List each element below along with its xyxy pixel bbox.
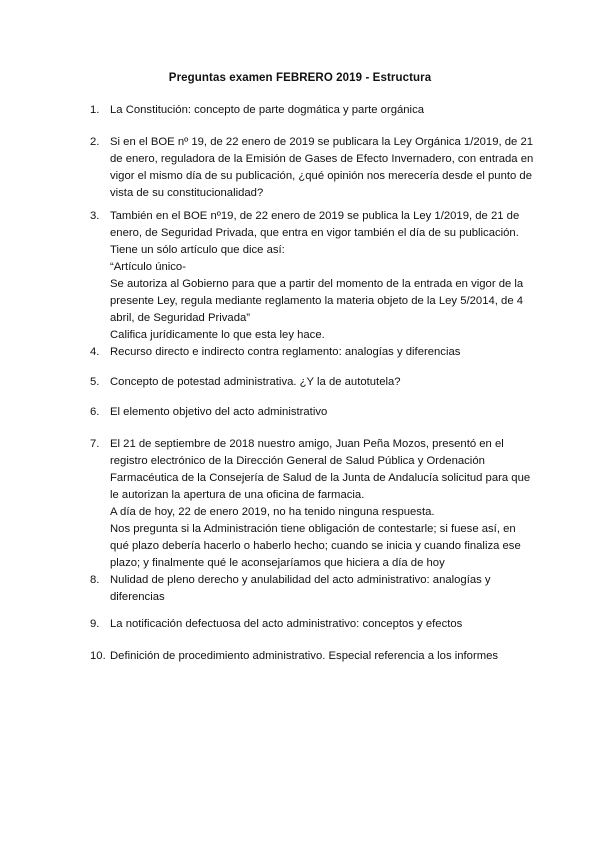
question-line: enero, de Seguridad Privada, que entra en vigor también el día de su publicación. bbox=[110, 227, 519, 239]
question-text bbox=[110, 436, 530, 572]
question-line: Se autoriza al Gobierno para que a partir del momento de la entrada en vigor de la bbox=[110, 278, 524, 290]
question-line: le autorizan la apertura de una oficina de farmacia. bbox=[110, 489, 365, 501]
question-number: 5. bbox=[90, 376, 100, 388]
question-line: presente Ley, regula mediante reglamento la materia objeto de la Ley 5/2014, de 4 bbox=[110, 295, 524, 307]
question-line: La notificación defectuosa del acto administrativo: conceptos y efectos bbox=[110, 618, 463, 630]
question-line: de enero, reguladora de la Emisión de Gases de Efecto Invernadero, con entrada en bbox=[110, 153, 534, 165]
question-line: Si en el BOE nº 19, de 22 enero de 2019 se publicara la Ley Orgánica 1/2019, de 21 bbox=[110, 136, 534, 148]
question-line: vista de su constitucionalidad? bbox=[110, 187, 264, 199]
question-number: 1. bbox=[90, 104, 100, 116]
question-text bbox=[110, 102, 530, 119]
question-line: Concepto de potestad administrativa. ¿Y la de autotutela? bbox=[110, 376, 401, 388]
question-line: Recurso directo e indirecto contra reglamento: analogías y diferencias bbox=[110, 346, 461, 358]
question-number: 3. bbox=[90, 210, 100, 222]
question-text bbox=[110, 374, 530, 391]
question-text bbox=[110, 404, 530, 421]
question-number: 8. bbox=[90, 574, 100, 586]
question-number: 9. bbox=[90, 618, 100, 630]
document-title: Preguntas examen FEBRERO 2019 - Estructura bbox=[168, 72, 432, 84]
question-text bbox=[110, 616, 530, 633]
question-text bbox=[110, 648, 530, 665]
question-line: El 21 de septiembre de 2018 nuestro amigo, Juan Peña Mozos, presentó en el bbox=[110, 438, 504, 450]
question-line: Nos pregunta si la Administración tiene obligación de contestarle; si fuese así, en bbox=[110, 523, 516, 535]
question-line: plazo; y finalmente qué le aconsejaríamos que hiciera a día de hoy bbox=[110, 557, 445, 569]
question-number: 6. bbox=[90, 406, 100, 418]
question-line: Tiene un sólo artículo que dice así: bbox=[110, 244, 285, 256]
question-line: qué plazo debería hacerlo o haberlo hecho; cuando se inicia y cuando finaliza ese bbox=[110, 540, 521, 552]
question-line: “Artículo único- bbox=[110, 261, 186, 273]
question-line: vigor el mismo día de su publicación, ¿qué opinión nos merecería desde el punto de bbox=[110, 170, 533, 182]
question-number: 7. bbox=[90, 438, 100, 450]
question-line: abril, de Seguridad Privada” bbox=[110, 312, 251, 324]
question-line: Definición de procedimiento administrativo. Especial referencia a los informes bbox=[110, 650, 499, 662]
question-text bbox=[110, 134, 534, 202]
question-number: 10. bbox=[90, 650, 106, 662]
question-line: También en el BOE nº19, de 22 enero de 2019 se publica la Ley 1/2019, de 21 de bbox=[110, 210, 520, 222]
question-line: A día de hoy, 22 de enero 2019, no ha tenido ninguna respuesta. bbox=[110, 506, 435, 518]
question-line: diferencias bbox=[110, 591, 165, 603]
question-number: 2. bbox=[90, 136, 100, 148]
question-line: La Constitución: concepto de parte dogmática y parte orgánica bbox=[110, 104, 424, 116]
question-line: registro electrónico de la Dirección General de Salud Pública y Ordenación bbox=[110, 455, 485, 467]
question-line: Nulidad de pleno derecho y anulabilidad del acto administrativo: analogías y bbox=[110, 574, 491, 586]
question-line: El elemento objetivo del acto administrativo bbox=[110, 406, 328, 418]
question-line: Farmacéutica de la Consejería de Salud de la Junta de Andalucía solicitud para que bbox=[110, 472, 531, 484]
question-line: Califica jurídicamente lo que esta ley hace. bbox=[110, 329, 325, 341]
question-text bbox=[110, 344, 530, 361]
question-text bbox=[110, 572, 530, 606]
question-text bbox=[110, 208, 530, 344]
question-number: 4. bbox=[90, 346, 100, 358]
